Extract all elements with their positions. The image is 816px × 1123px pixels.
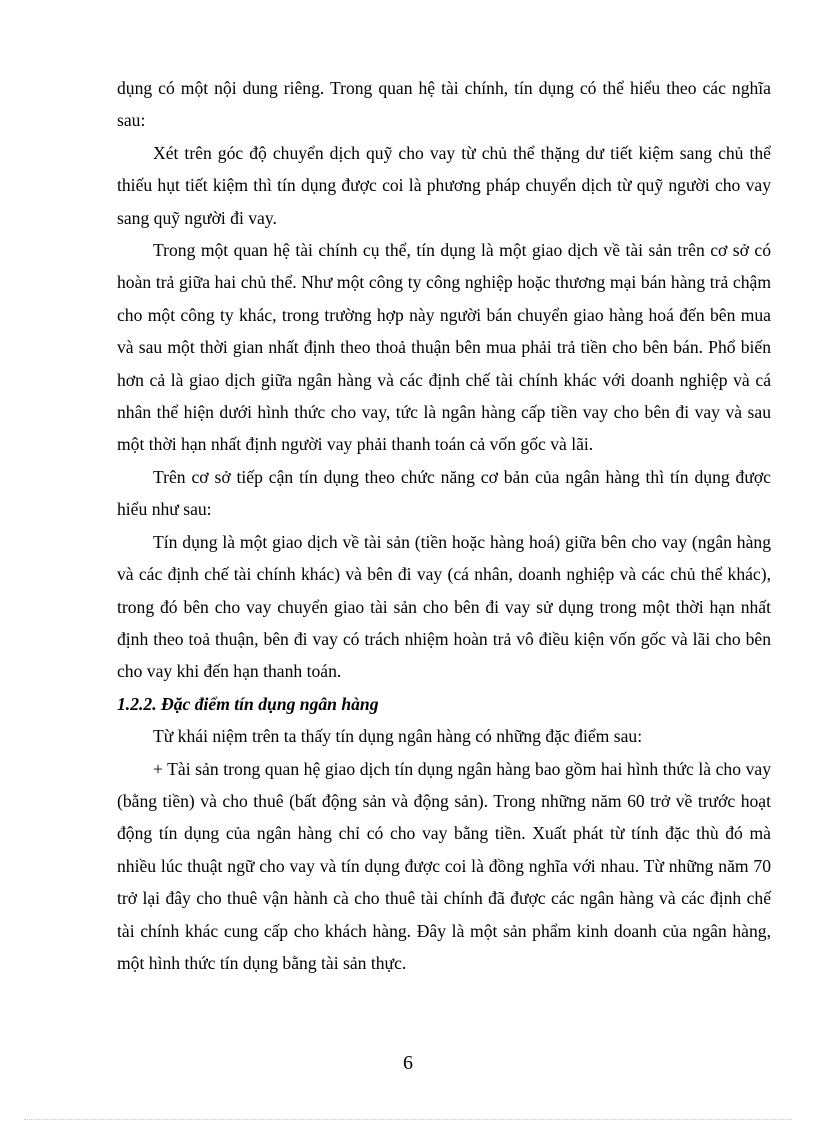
paragraph: Trên cơ sở tiếp cận tín dụng theo chức năng cơ bản của ngân hàng thì tín dụng được hiểu như sau: [117,466,771,520]
page-bottom-divider [24,1119,792,1120]
paragraph: + Tài sản trong quan hệ giao dịch tín dụng ngân hàng bao gồm hai hình thức là cho vay (bằng tiền) và cho thuê (bất động sản và động sản). Trong những năm 60 trở về trước hoạt động tín dụng của ngân hàng chỉ có cho vay bằng tiền. Xuất phát từ tính đặc thù đó mà nhiều lúc thuật ngữ cho vay và tín dụng được coi là đồng nghĩa với nhau. Từ những năm 70 trở lại đây cho thuê vận hành cà cho thuê tài chính đã được các ngân hàng và các định chế tài chính khác cung cấp cho khách hàng. Đây là một sản phẩm kinh doanh của ngân hàng, một hình thức tín dụng bằng tài sản thực. [117,758,771,973]
paragraph: dụng có một nội dung riêng. Trong quan hệ tài chính, tín dụng có thể hiểu theo các nghĩa sau: [117,78,771,131]
section-heading: 1.2.2. Đặc điểm tín dụng ngân hàng [117,693,379,714]
paragraph: Xét trên góc độ chuyển dịch quỹ cho vay từ chủ thể thặng dư tiết kiệm sang chủ thể thiếu hụt tiết kiệm thì tín dụng được coi là phương pháp chuyển dịch từ quỹ người cho vay sang quỹ người đi vay. [117,142,771,228]
document-body [117,72,771,979]
paragraph: Tín dụng là một giao dịch về tài sản (tiền hoặc hàng hoá) giữa bên cho vay (ngân hàng và các định chế tài chính khác) và bên đi vay (cá nhân, doanh nghiệp và các chủ thể khác), trong đó bên cho vay chuyển giao tài sản cho bên đi vay sử dụng trong một thời hạn nhất định theo toả thuận, bên đi vay có trách nhiệm hoàn trả vô điều kiện vốn gốc và lãi cho bên cho vay khi đến hạn thanh toán. [117,531,771,682]
page-number: 6 [403,1052,413,1074]
paragraph: Trong một quan hệ tài chính cụ thể, tín dụng là một giao dịch về tài sản trên cơ sở có hoàn trả giữa hai chủ thể. Như một công ty công nghiệp hoặc thương mại bán hàng trả chậm cho một công ty khác, trong trường hợp này người bán chuyển giao hàng hoá đến bên mua và sau một thời gian nhất định theo thoả thuận bên mua phải trả tiền cho bên bán. Phổ biến hơn cả là giao dịch giữa ngân hàng và các định chế tài chính khác với doanh nghiệp và cá nhân thể hiện dưới hình thức cho vay, tức là ngân hàng cấp tiền vay cho bên đi vay và sau một thời hạn nhất định người vay phải thanh toán cả vốn gốc và lãi. [117,240,771,455]
paragraph: Từ khái niệm trên ta thấy tín dụng ngân hàng có những đặc điểm sau: [153,726,643,747]
